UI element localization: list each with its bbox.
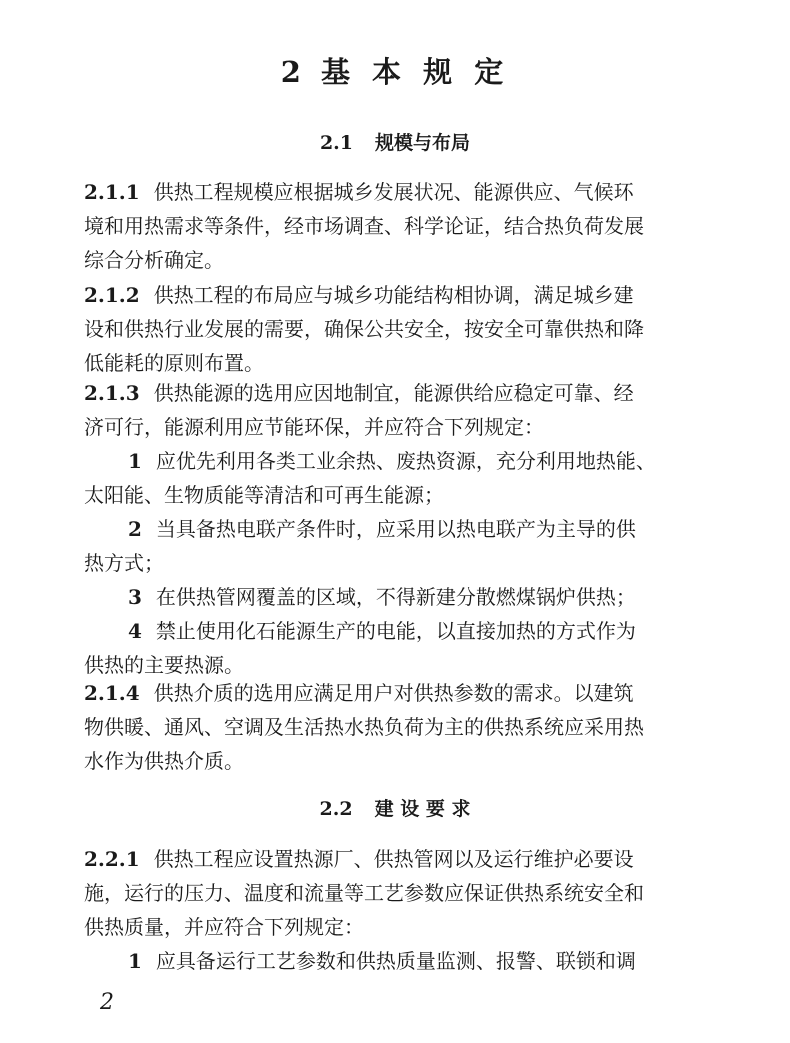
- clause-line: 供热质量，并应符合下列规定：: [84, 915, 364, 939]
- clause-line: 物供暖、通风、空调及生活热水热负荷为主的供热系统应采用热: [84, 715, 644, 739]
- clause-line: 济可行，能源利用应节能环保，并应符合下列规定：: [84, 415, 544, 439]
- clause-line: 施，运行的压力、温度和流量等工艺参数应保证供热系统安全和: [84, 881, 644, 905]
- clause-2-1-1: [84, 175, 710, 277]
- section-title-2-2: [0, 794, 790, 824]
- item-number: 4: [128, 619, 142, 643]
- clause-number: 2.1.4: [84, 681, 140, 705]
- list-item: 4 禁止使用化石能源生产的电能，以直接加热的方式作为: [128, 619, 636, 643]
- clause-line: 2.1.1 供热工程规模应根据城乡发展状况、能源供应、气候环: [84, 180, 634, 204]
- chapter-title-text: 基 本 规 定: [320, 55, 510, 89]
- clause-line: 综合分析确定。: [84, 248, 224, 272]
- clause-2-1-4: [84, 676, 710, 778]
- section-title-text: 建 设 要 求: [374, 798, 471, 820]
- clause-number: 2.1.1: [84, 180, 140, 204]
- item-number: 3: [128, 585, 142, 609]
- clause-number: 2.1.2: [84, 283, 140, 307]
- list-item-line: 供热的主要热源。: [84, 653, 244, 677]
- clause-line: 低能耗的原则布置。: [84, 351, 264, 375]
- chapter-number: 2: [280, 55, 307, 89]
- clause-line: 境和用热需求等条件，经市场调查、科学论证，结合热负荷发展: [84, 214, 644, 238]
- section-title-2-1: [0, 128, 790, 158]
- chapter-title: [0, 52, 790, 92]
- clause-number: 2.1.3: [84, 381, 140, 405]
- clause-line: 2.1.4 供热介质的选用应满足用户对供热参数的需求。以建筑: [84, 681, 634, 705]
- list-item: 1 应具备运行工艺参数和供热质量监测、报警、联锁和调: [128, 949, 636, 973]
- list-item: 1 应优先利用各类工业余热、废热资源，充分利用地热能、: [128, 449, 656, 473]
- clause-line: 设和供热行业发展的需要，确保公共安全，按安全可靠供热和降: [84, 317, 644, 341]
- item-number: 2: [128, 517, 142, 541]
- clause-line: 水作为供热介质。: [84, 749, 244, 773]
- list-item: 2 当具备热电联产条件时，应采用以热电联产为主导的供: [128, 517, 636, 541]
- section-number: 2.2: [319, 798, 353, 820]
- clause-2-1-3: [84, 376, 710, 682]
- page-number: 2: [100, 990, 114, 1015]
- clause-2-2-1: [84, 842, 710, 978]
- clause-number: 2.2.1: [84, 847, 140, 871]
- list-item-line: 热方式；: [84, 551, 164, 575]
- list-item: 3 在供热管网覆盖的区域，不得新建分散燃煤锅炉供热；: [128, 585, 636, 609]
- section-title-text: 规模与布局: [375, 132, 471, 154]
- clause-line: 2.1.3 供热能源的选用应因地制宜，能源供给应稳定可靠、经: [84, 381, 634, 405]
- list-item-line: 太阳能、生物质能等清洁和可再生能源；: [84, 483, 444, 507]
- clause-line: 2.2.1 供热工程应设置热源厂、供热管网以及运行维护必要设: [84, 847, 634, 871]
- clause-line: 2.1.2 供热工程的布局应与城乡功能结构相协调，满足城乡建: [84, 283, 634, 307]
- clause-2-1-2: [84, 278, 710, 380]
- item-number: 1: [128, 949, 142, 973]
- item-number: 1: [128, 449, 142, 473]
- section-number: 2.1: [319, 132, 354, 154]
